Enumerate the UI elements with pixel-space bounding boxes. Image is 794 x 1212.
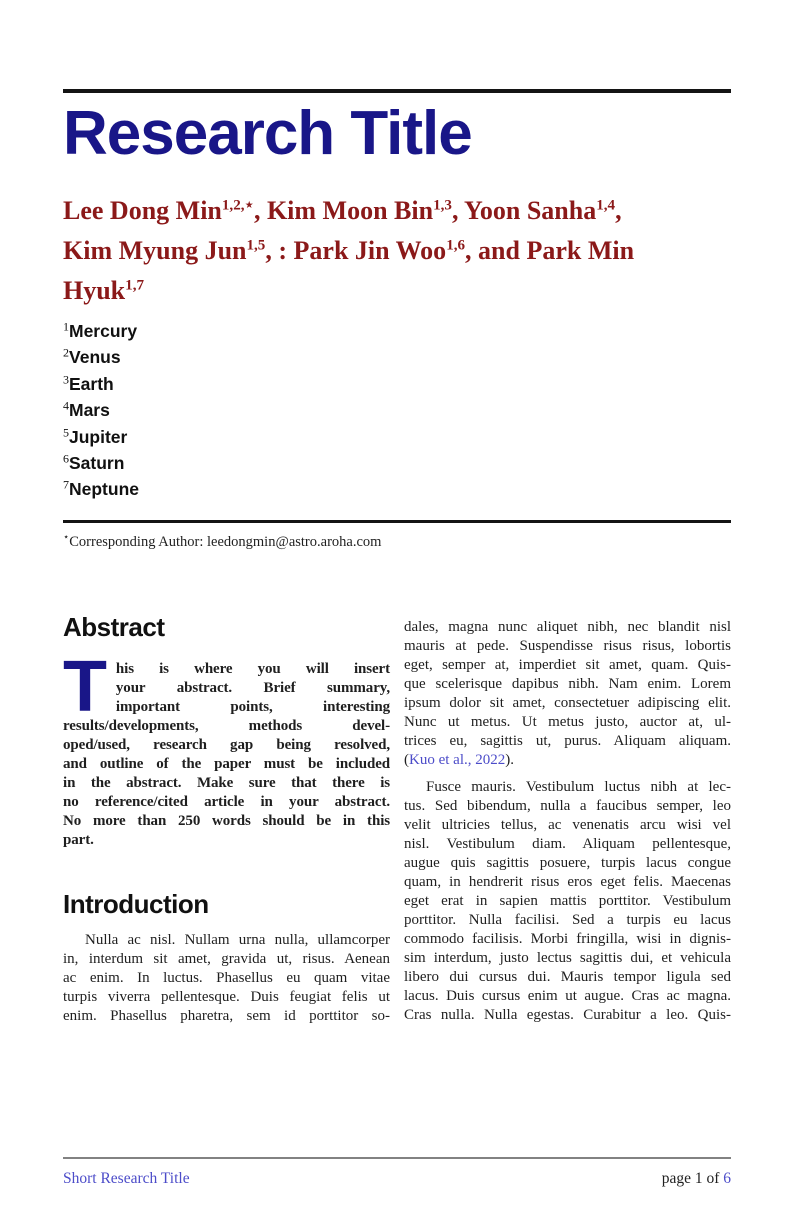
text-line: important points, interesting: [115, 698, 390, 715]
text-line: tus. Sed bibendum, nulla a faucibus semper, leo: [404, 797, 731, 814]
citation-close-paren: ).: [505, 751, 514, 768]
affiliation-item: [63, 425, 731, 451]
footnote-text: Corresponding Author: leedongmin@astro.aroha.com: [69, 533, 382, 550]
two-column-body: [63, 612, 731, 1026]
page-indicator: [662, 1169, 731, 1188]
text-line: sim interdum, justo lectus sagittis dui, et vehicula: [404, 949, 731, 966]
author-affiliation-superscript: 1,2,⋆: [221, 197, 254, 214]
text-line: and outline of the paper must be included: [63, 755, 390, 772]
author-name: , Kim Moon Bin: [253, 196, 434, 225]
affiliation-name: Mercury: [69, 321, 138, 341]
footer-rule: [63, 1157, 731, 1159]
author-affiliation-superscript: 1,7: [125, 277, 145, 294]
citation-link[interactable]: Kuo et al., 2022: [409, 751, 506, 768]
affiliation-item: [63, 477, 731, 503]
author-name: ,: [615, 196, 622, 225]
affiliation-name: Saturn: [69, 453, 125, 474]
author-affiliation-superscript: 1,3: [433, 197, 452, 214]
text-line: in, interdum sit amet, gravida ut, risus. Aenean: [63, 950, 390, 967]
text-line: eget, semper at, imperdiet sit amet, quam. Quis-: [404, 656, 731, 673]
right-column: [404, 612, 731, 1026]
affiliation-item: [63, 398, 731, 424]
text-line: commodo facilisis. Morbi fringilla, wisi in dignis-: [404, 930, 731, 947]
text-line: porttitor. Nulla facilisi. Sed a turpis eu lacus: [404, 911, 731, 928]
page-label: page 1 of: [661, 1170, 724, 1187]
text-line: dales, magna nunc aliquet nibh, nec blandit nisl: [404, 618, 731, 635]
body-paragraph-2: [404, 778, 731, 1025]
author-affiliation-superscript: 1,5: [246, 237, 266, 254]
text-line: lacus. Duis cursus enim ut augue. Cras ac magna.: [404, 987, 731, 1004]
citation-open-paren: (: [404, 751, 409, 768]
author-name: , and Park Min: [465, 236, 635, 265]
section-heading-abstract: Abstract: [63, 611, 165, 642]
author-affiliation-superscript: 1,4: [596, 197, 616, 214]
text-line: part.: [63, 831, 94, 848]
page-total-link[interactable]: 6: [723, 1170, 731, 1187]
author-block: [63, 191, 731, 311]
affiliation-name: Earth: [69, 373, 114, 394]
text-line: Fusce mauris. Vestibulum luctus nibh at lec-: [426, 778, 731, 795]
text-line: nisl. Vestibulum diam. Aliquam pellentesque,: [404, 835, 731, 852]
author-line: [63, 271, 731, 311]
affiliation-name: Venus: [69, 347, 121, 368]
text-line: turpis viverra pellentesque. Duis feugiat felis ut: [63, 988, 390, 1005]
affiliation-item: [63, 372, 731, 398]
affiliation-number: 6: [63, 451, 69, 466]
text-line: mauris at pede. Suspendisse risus risus, lobortis: [404, 637, 731, 654]
text-line: his is where you will insert: [115, 660, 390, 677]
text-line: Nunc ut metus. Ut metus justo, auctor at, ul-: [404, 713, 731, 730]
paper-page: [0, 89, 794, 1026]
footnote-star-marker: ⋆: [63, 532, 70, 544]
affiliation-number: 4: [63, 398, 69, 413]
affiliation-item: [63, 345, 731, 371]
author-name: Lee Dong Min: [63, 196, 222, 225]
author-name: Kim Myung Jun: [63, 236, 247, 265]
text-line: quam, in hendrerit risus eros eget felis. Maecenas: [404, 873, 731, 890]
affiliation-number: 3: [63, 372, 69, 387]
affiliation-name: Mars: [69, 400, 110, 421]
author-line: [63, 231, 731, 271]
affiliation-number: 1: [63, 319, 69, 334]
footer-row: [63, 1169, 731, 1188]
text-line: velit ultricies tellus, ac venenatis arcu wisi vel: [404, 816, 731, 833]
text-line: augue quis sagittis posuere, turpis lacus congue: [404, 854, 731, 871]
author-name: Hyuk: [63, 276, 126, 305]
author-line: [63, 191, 731, 231]
text-line: libero dui cursus dui. Mauris tempor ligula sed: [404, 968, 731, 985]
body-paragraph-1: [404, 618, 731, 751]
text-line: Nulla ac nisl. Nullam urna nulla, ullamcorper: [85, 931, 390, 948]
text-line: in the abstract. Make sure that there is: [63, 774, 390, 791]
affiliation-item: [63, 319, 731, 345]
text-line: results/developments, methods devel-: [63, 717, 390, 734]
abstract-paragraph: [63, 646, 390, 850]
author-name: , : Park Jin Woo: [265, 236, 447, 265]
corresponding-author-footnote: [63, 533, 731, 551]
affiliation-item: [63, 451, 731, 477]
affiliation-number: 2: [63, 346, 69, 361]
page-footer: [63, 1157, 731, 1188]
text-line: your abstract. Brief summary,: [115, 679, 390, 696]
text-line: oped/used, research gap being resolved,: [63, 736, 390, 753]
running-title: Short Research Title: [63, 1170, 190, 1187]
author-affiliation-superscript: 1,6: [446, 237, 466, 254]
left-column: [63, 612, 390, 1026]
text-line: ipsum dolor sit amet, consectetuer adipiscing elit.: [404, 694, 731, 711]
affiliation-name: Jupiter: [69, 426, 128, 447]
abstract-dropcap: T: [63, 646, 107, 727]
affiliation-list: [63, 319, 731, 504]
affiliation-number: 7: [63, 478, 69, 493]
text-line: trices eu, sagittis ut, purus. Aliquam aliquam.: [404, 732, 731, 749]
text-line: no reference/cited article in your abstract.: [63, 793, 390, 810]
section-heading-introduction: Introduction: [63, 888, 209, 919]
text-line: Cras nulla. Nulla egestas. Curabitur a leo. Quis-: [404, 1006, 731, 1023]
text-line: ac enim. In luctus. Phasellus eu quam vitae: [63, 969, 390, 986]
introduction-paragraph: [63, 931, 390, 1026]
citation-line: [404, 751, 731, 770]
author-name: , Yoon Sanha: [451, 196, 597, 225]
text-line: enim. Phasellus pharetra, sem id porttitor so-: [63, 1007, 390, 1024]
paper-title: Research Title: [63, 99, 472, 168]
author-footer-rule: [63, 520, 731, 523]
text-line: No more than 250 words should be in this: [63, 812, 390, 829]
header-rule: [63, 89, 731, 93]
affiliation-number: 5: [63, 425, 69, 440]
text-line: que scelerisque dapibus nibh. Nam enim. Lorem: [404, 675, 731, 692]
text-line: eget erat in sapien mattis porttitor. Vestibulum: [404, 892, 731, 909]
affiliation-name: Neptune: [69, 479, 139, 500]
